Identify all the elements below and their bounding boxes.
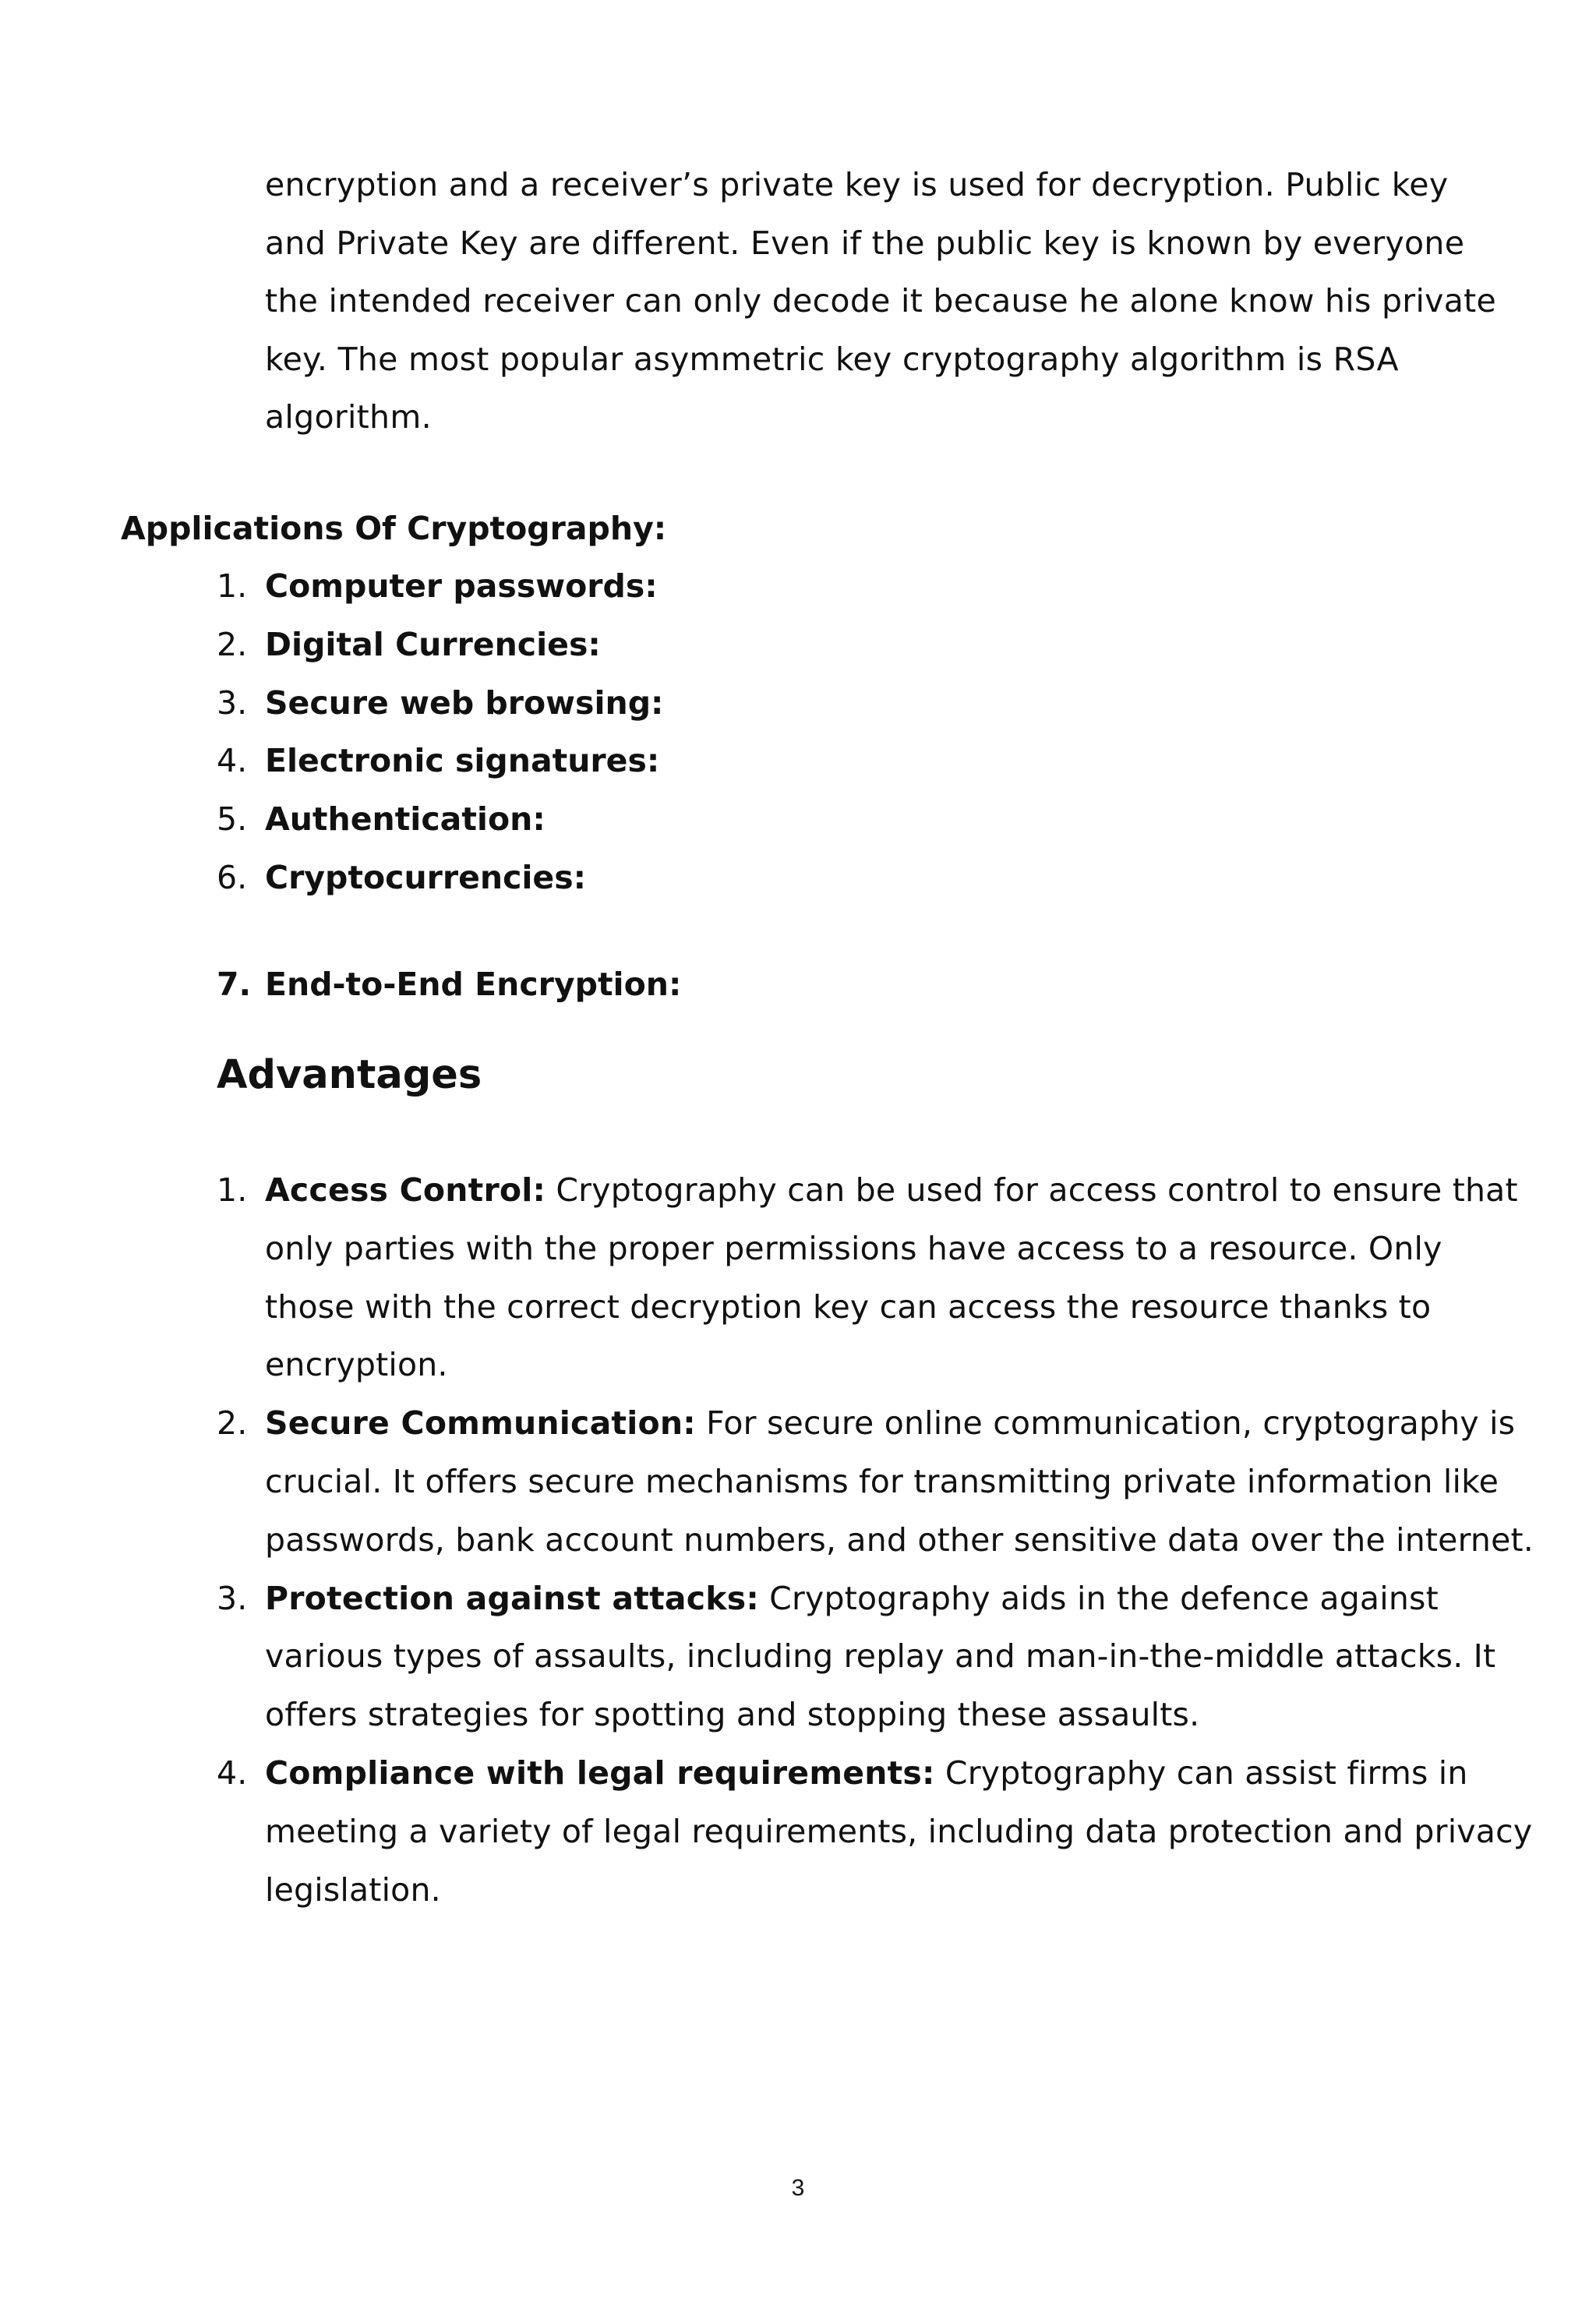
list-item: [217, 623, 681, 681]
advantage-term: Access Control:: [265, 1171, 546, 1209]
list-label: Authentication:: [265, 800, 546, 839]
list-item: [217, 739, 681, 797]
advantage-text: For secure online communication, cryptography is crucial. It offers secure mechanisms for transmitting private information like passwords, bank account numbers, and other sensitive data over the internet.: [265, 1404, 1534, 1559]
advantages-list: [217, 1161, 1541, 1919]
list-number: 7.: [217, 965, 252, 1003]
list-item: [217, 681, 681, 740]
advantage-text: Cryptography aids in the defence against various types of assaults, including replay and man-in-the-middle attacks. It offers strategies for spotting and stopping these assaults.: [265, 1579, 1496, 1734]
list-label: Electronic signatures:: [265, 742, 660, 780]
intro-paragraph: [265, 156, 1527, 447]
advantage-term: Protection against attacks:: [265, 1579, 759, 1617]
advantage-item: [217, 1744, 1541, 1919]
list-number: 2.: [217, 1404, 248, 1443]
intro-line: encryption and a receiver’s private key is used for decryption. Public key: [265, 166, 1449, 203]
intro-line: algorithm.: [265, 398, 432, 436]
list-number: 1.: [217, 567, 248, 605]
list-label: Digital Currencies:: [265, 625, 601, 663]
advantage-item: [217, 1570, 1541, 1744]
applications-list: [217, 564, 681, 1021]
list-item: [217, 856, 681, 914]
list-number: 2.: [217, 625, 248, 663]
list-label: Secure web browsing:: [265, 683, 664, 722]
list-number: 1.: [217, 1171, 248, 1209]
list-label: End-to-End Encryption:: [265, 965, 682, 1003]
list-number: 3.: [217, 683, 248, 722]
list-item: [217, 962, 681, 1021]
list-number: 6.: [217, 858, 248, 896]
intro-line: key. The most popular asymmetric key cryptography algorithm is RSA: [265, 340, 1399, 378]
applications-heading: Applications Of Cryptography:: [121, 510, 667, 547]
list-number: 4.: [217, 1754, 248, 1792]
list-item: [217, 797, 681, 856]
advantages-heading: Advantages: [217, 1052, 482, 1098]
intro-line: and Private Key are different. Even if the public key is known by everyone: [265, 224, 1465, 262]
advantage-item: [217, 1394, 1541, 1569]
list-label: Computer passwords:: [265, 567, 658, 605]
advantage-text: Cryptography can assist firms in meeting a variety of legal requirements, including data protection and privacy legislation.: [265, 1754, 1533, 1909]
list-item: [217, 564, 681, 623]
advantage-term: Compliance with legal requirements:: [265, 1754, 935, 1792]
list-label: Cryptocurrencies:: [265, 858, 587, 896]
list-number: 4.: [217, 742, 248, 780]
list-number: 3.: [217, 1579, 248, 1617]
advantage-item: [217, 1161, 1541, 1394]
advantage-text: Cryptography can be used for access control to ensure that only parties with the proper permissions have access to a resource. Only those with the correct decryption key can access the resource thanks to encryption.: [265, 1171, 1518, 1384]
list-number: 5.: [217, 800, 248, 839]
page-number: 3: [791, 2175, 805, 2201]
intro-line: the intended receiver can only decode it because he alone know his private: [265, 282, 1497, 320]
advantage-term: Secure Communication:: [265, 1404, 696, 1443]
